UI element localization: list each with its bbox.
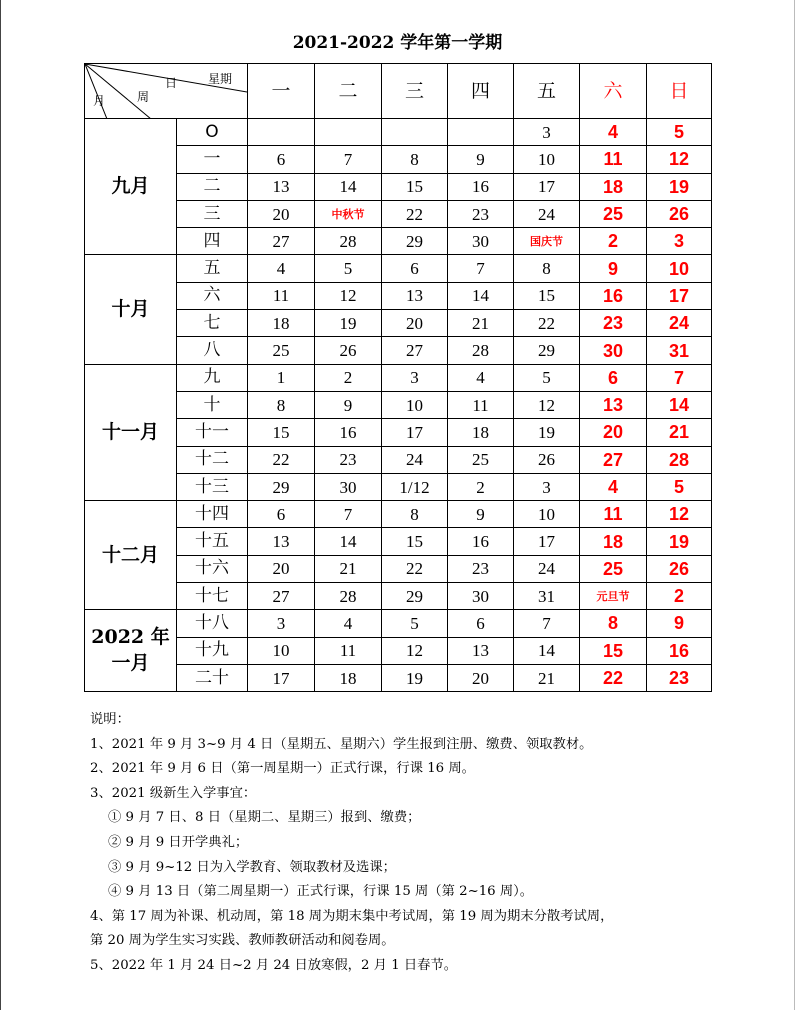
- date-cell: 14: [315, 528, 382, 555]
- header-row: [85, 64, 712, 119]
- weekend-date-cell: 7: [647, 364, 712, 391]
- date-cell: 19: [315, 310, 382, 337]
- note-item: 3、2021 级新生入学事宜：: [90, 785, 257, 801]
- date-cell: 7: [448, 255, 514, 282]
- corner-label-zhou: 周: [137, 90, 150, 104]
- date-cell: 22: [382, 200, 448, 227]
- date-cell: 29: [382, 583, 448, 610]
- weekend-date-cell: 10: [647, 255, 712, 282]
- weekend-date-cell: 31: [647, 337, 712, 364]
- date-cell: 5: [382, 610, 448, 637]
- date-cell: [248, 119, 315, 146]
- week-number-cell: 十三: [177, 473, 248, 500]
- month-label: 十一月: [101, 420, 159, 443]
- date-cell: 22: [514, 310, 580, 337]
- week-row: [85, 391, 712, 418]
- week-number-cell: 十四: [177, 501, 248, 528]
- day-header-fri: 五: [514, 64, 580, 119]
- date-cell: 10: [514, 501, 580, 528]
- day-header-thu: 四: [448, 64, 514, 119]
- date-cell: 8: [514, 255, 580, 282]
- date-cell: 5: [514, 364, 580, 391]
- date-cell: 15: [382, 528, 448, 555]
- week-number-cell: 十一: [177, 419, 248, 446]
- weekend-date-cell: 16: [647, 637, 712, 664]
- date-cell: 2: [315, 364, 382, 391]
- month-label: 十二月: [101, 543, 159, 566]
- date-cell: 9: [448, 146, 514, 173]
- weekend-date-cell: 2: [647, 583, 712, 610]
- weekend-date-cell: 9: [580, 255, 647, 282]
- date-cell: 20: [448, 664, 514, 691]
- date-cell: 11: [448, 391, 514, 418]
- date-cell: 27: [248, 228, 315, 255]
- date-cell: 26: [514, 446, 580, 473]
- date-cell: 3: [514, 119, 580, 146]
- weekend-date-cell: 11: [580, 501, 647, 528]
- weekend-date-cell: 13: [580, 391, 647, 418]
- date-cell: 24: [514, 555, 580, 582]
- date-cell: [448, 119, 514, 146]
- date-cell: 30: [448, 583, 514, 610]
- notes-section: [90, 708, 780, 979]
- weekend-date-cell: 14: [647, 391, 712, 418]
- date-cell: 24: [514, 200, 580, 227]
- week-row: [85, 555, 712, 582]
- weekend-date-cell: 12: [647, 501, 712, 528]
- date-cell: 11: [248, 282, 315, 309]
- date-cell: 6: [382, 255, 448, 282]
- date-cell: 9: [315, 391, 382, 418]
- date-cell: 17: [514, 528, 580, 555]
- date-cell: 14: [448, 282, 514, 309]
- weekend-date-cell: 3: [647, 228, 712, 255]
- date-cell: 10: [514, 146, 580, 173]
- page-left-edge: [0, 0, 1, 1010]
- date-cell: 20: [248, 555, 315, 582]
- date-cell: 31: [514, 583, 580, 610]
- date-cell: 14: [315, 173, 382, 200]
- week-row: [85, 146, 712, 173]
- weekend-date-cell: 4: [580, 473, 647, 500]
- weekend-date-cell: 15: [580, 637, 647, 664]
- week-row: [85, 282, 712, 309]
- week-row: [85, 200, 712, 227]
- month-label-cell: [85, 364, 177, 500]
- weekend-date-cell: 25: [580, 200, 647, 227]
- note-subitem: ③ 9 月 9~12 日为入学教育、领取教材及选课；: [108, 859, 396, 875]
- weekend-date-cell: 26: [647, 555, 712, 582]
- weekend-date-cell: 6: [580, 364, 647, 391]
- week-row: [85, 446, 712, 473]
- calendar-body: [85, 64, 712, 692]
- date-cell: 4: [315, 610, 382, 637]
- week-row: [85, 228, 712, 255]
- note-item: 2、2021 年 9 月 6 日（第一周星期一）正式行课，行课 16 周。: [90, 761, 475, 777]
- week-number-cell: 二十: [177, 664, 248, 691]
- date-cell: 27: [248, 583, 315, 610]
- day-header-sat: 六: [580, 64, 647, 119]
- date-cell: 6: [248, 501, 315, 528]
- date-cell: 17: [248, 664, 315, 691]
- date-cell: 25: [248, 337, 315, 364]
- month-label-cell: [85, 255, 177, 364]
- week-row: [85, 364, 712, 391]
- date-cell: 30: [315, 473, 382, 500]
- week-number-cell: 十二: [177, 446, 248, 473]
- date-cell: 3: [248, 610, 315, 637]
- day-header-tue: 二: [315, 64, 382, 119]
- date-cell: 11: [315, 637, 382, 664]
- date-cell: 27: [382, 337, 448, 364]
- date-cell: 29: [382, 228, 448, 255]
- date-cell: 13: [382, 282, 448, 309]
- week-row: [85, 337, 712, 364]
- date-cell: 1: [248, 364, 315, 391]
- date-cell: 30: [448, 228, 514, 255]
- week-number-cell: 一: [177, 146, 248, 173]
- holiday-cell: 中秋节: [315, 200, 382, 227]
- weekend-date-cell: 19: [647, 528, 712, 555]
- weekend-date-cell: 23: [647, 664, 712, 691]
- week-number-cell: 十九: [177, 637, 248, 664]
- weekend-date-cell: 28: [647, 446, 712, 473]
- month-label: 十月: [111, 298, 150, 321]
- week-number-cell: 七: [177, 310, 248, 337]
- week-row: [85, 664, 712, 691]
- date-cell: 12: [315, 282, 382, 309]
- note-item: 第 20 周为学生实习实践、教师教研活动和阅卷周。: [90, 933, 395, 949]
- date-cell: 18: [315, 664, 382, 691]
- date-cell: 28: [315, 583, 382, 610]
- month-label: 九月: [111, 175, 150, 198]
- weekend-date-cell: 5: [647, 119, 712, 146]
- date-cell: 28: [448, 337, 514, 364]
- weekend-date-cell: 2: [580, 228, 647, 255]
- date-cell: 18: [248, 310, 315, 337]
- note-subitem: ① 9 月 7 日、8 日（星期二、星期三）报到、缴费；: [108, 810, 421, 826]
- week-row: [85, 310, 712, 337]
- week-number-cell: 三: [177, 200, 248, 227]
- date-cell: 25: [448, 446, 514, 473]
- weekend-date-cell: 16: [580, 282, 647, 309]
- date-cell: 23: [448, 555, 514, 582]
- day-header-mon: 一: [248, 64, 315, 119]
- week-row: [85, 119, 712, 146]
- date-cell: 20: [382, 310, 448, 337]
- date-cell: 16: [448, 173, 514, 200]
- week-number-cell: 十五: [177, 528, 248, 555]
- date-cell: 13: [248, 528, 315, 555]
- corner-header-cell: [85, 64, 248, 119]
- weekend-date-cell: 25: [580, 555, 647, 582]
- date-cell: 2: [448, 473, 514, 500]
- weekend-date-cell: 21: [647, 419, 712, 446]
- date-cell: [315, 119, 382, 146]
- date-cell: 21: [514, 664, 580, 691]
- date-cell: 4: [448, 364, 514, 391]
- weekend-date-cell: 30: [580, 337, 647, 364]
- week-number-cell: 五: [177, 255, 248, 282]
- date-cell: 1/12: [382, 473, 448, 500]
- month-label-cell: [85, 610, 177, 692]
- week-row: [85, 473, 712, 500]
- date-cell: 8: [382, 146, 448, 173]
- week-row: [85, 419, 712, 446]
- week-number-cell: 十八: [177, 610, 248, 637]
- week-number-cell: 八: [177, 337, 248, 364]
- date-cell: 20: [248, 200, 315, 227]
- date-cell: 12: [382, 637, 448, 664]
- date-cell: 22: [248, 446, 315, 473]
- date-cell: 10: [382, 391, 448, 418]
- holiday-cell: 国庆节: [514, 228, 580, 255]
- date-cell: 3: [382, 364, 448, 391]
- note-subitem: ② 9 月 9 日开学典礼；: [108, 834, 249, 850]
- date-cell: 17: [382, 419, 448, 446]
- date-cell: 19: [382, 664, 448, 691]
- date-cell: 7: [315, 146, 382, 173]
- weekend-date-cell: 19: [647, 173, 712, 200]
- week-number-cell: 二: [177, 173, 248, 200]
- note-item: 1、2021 年 9 月 3~9 月 4 日（星期五、星期六）学生报到注册、缴费、领取教材。: [90, 736, 593, 752]
- date-cell: 18: [448, 419, 514, 446]
- weekend-date-cell: 23: [580, 310, 647, 337]
- weekend-date-cell: 11: [580, 146, 647, 173]
- date-cell: 15: [514, 282, 580, 309]
- weekend-date-cell: 18: [580, 528, 647, 555]
- week-row: [85, 501, 712, 528]
- date-cell: 19: [514, 419, 580, 446]
- weekend-date-cell: 27: [580, 446, 647, 473]
- date-cell: 4: [248, 255, 315, 282]
- date-cell: 3: [514, 473, 580, 500]
- weekend-date-cell: 4: [580, 119, 647, 146]
- weekend-date-cell: 24: [647, 310, 712, 337]
- date-cell: 15: [382, 173, 448, 200]
- date-cell: 7: [315, 501, 382, 528]
- week-row: [85, 173, 712, 200]
- date-cell: 10: [248, 637, 315, 664]
- note-item: 4、第 17 周为补课、机动周，第 18 周为期末集中考试周，第 19 周为期末分散考试周，: [90, 908, 614, 924]
- week-number-cell: 十: [177, 391, 248, 418]
- date-cell: 8: [248, 391, 315, 418]
- week-row: [85, 528, 712, 555]
- week-row: [85, 255, 712, 282]
- date-cell: 13: [448, 637, 514, 664]
- date-cell: 29: [248, 473, 315, 500]
- date-cell: 13: [248, 173, 315, 200]
- week-number-cell: 六: [177, 282, 248, 309]
- notes-heading: 说明：: [90, 712, 130, 727]
- week-number-cell: 十六: [177, 555, 248, 582]
- date-cell: 8: [382, 501, 448, 528]
- date-cell: 22: [382, 555, 448, 582]
- week-number-cell: O: [177, 119, 248, 146]
- weekend-date-cell: 18: [580, 173, 647, 200]
- calendar-table: [84, 63, 712, 692]
- holiday-cell: 元旦节: [580, 583, 647, 610]
- weekend-date-cell: 12: [647, 146, 712, 173]
- note-item: 5、2022 年 1 月 24 日~2 月 24 日放寒假，2 月 1 日春节。: [90, 957, 458, 973]
- week-number-cell: 十七: [177, 583, 248, 610]
- page-title: 2021-2022 学年第一学期: [292, 33, 503, 53]
- month-label-cell: [85, 119, 177, 255]
- date-cell: 28: [315, 228, 382, 255]
- date-cell: 23: [315, 446, 382, 473]
- weekend-date-cell: 9: [647, 610, 712, 637]
- date-cell: 21: [448, 310, 514, 337]
- day-header-wed: 三: [382, 64, 448, 119]
- week-number-cell: 四: [177, 228, 248, 255]
- weekend-date-cell: 17: [647, 282, 712, 309]
- weekend-date-cell: 20: [580, 419, 647, 446]
- date-cell: 12: [514, 391, 580, 418]
- week-row: [85, 610, 712, 637]
- date-cell: 23: [448, 200, 514, 227]
- corner-label-ri: 日: [165, 76, 178, 90]
- date-cell: 9: [448, 501, 514, 528]
- date-cell: [382, 119, 448, 146]
- month-label-cell: [85, 501, 177, 610]
- date-cell: 16: [448, 528, 514, 555]
- note-subitem: ④ 9 月 13 日（第二周星期一）正式行课，行课 15 周（第 2~16 周）。: [108, 884, 534, 900]
- weekend-date-cell: 22: [580, 664, 647, 691]
- week-row: [85, 583, 712, 610]
- date-cell: 16: [315, 419, 382, 446]
- weekend-date-cell: 26: [647, 200, 712, 227]
- date-cell: 26: [315, 337, 382, 364]
- date-cell: 15: [248, 419, 315, 446]
- date-cell: 6: [248, 146, 315, 173]
- date-cell: 5: [315, 255, 382, 282]
- week-number-cell: 九: [177, 364, 248, 391]
- month-label-line2: 一月: [111, 651, 150, 674]
- date-cell: 17: [514, 173, 580, 200]
- weekend-date-cell: 8: [580, 610, 647, 637]
- date-cell: 29: [514, 337, 580, 364]
- corner-label-xingqi: 星期: [208, 72, 233, 86]
- week-row: [85, 637, 712, 664]
- day-header-sun: 日: [647, 64, 712, 119]
- weekend-date-cell: 5: [647, 473, 712, 500]
- date-cell: 24: [382, 446, 448, 473]
- date-cell: 6: [448, 610, 514, 637]
- date-cell: 21: [315, 555, 382, 582]
- corner-label-yue: 月: [93, 94, 106, 108]
- month-label: 2022 年: [91, 626, 170, 649]
- date-cell: 7: [514, 610, 580, 637]
- date-cell: 14: [514, 637, 580, 664]
